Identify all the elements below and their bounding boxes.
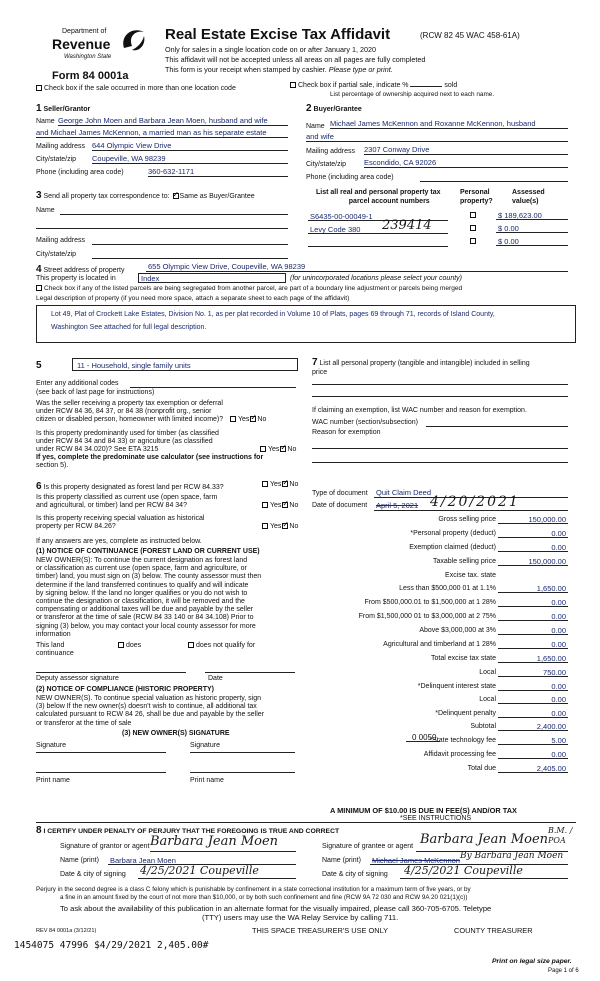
sec5-q1: Was the seller receiving a property tax exemption or deferral under RCW 84 36, 84 37, or 84 38 (nonprofit org., senior citizen or disabled person, homeowner with limited income)?	[36, 400, 224, 423]
seller-name-label: Name	[36, 118, 55, 125]
buyer-name-line2[interactable]: and wife	[306, 132, 334, 141]
tax-row-label: *Personal property (deduct)	[410, 530, 496, 537]
sec3-heading: 3 Send all property tax correspondence to: ✓ Same as Buyer/Grantee	[36, 190, 255, 201]
perjury-line1: Perjury in the second degree is a class C felony which is punishable by confinement in a state correctional institution for a maximum term of five years, or by	[36, 886, 471, 893]
new-owner-print-1[interactable]: Print name	[36, 777, 70, 784]
notice1-body	[36, 557, 261, 639]
deputy-date-label: Date	[208, 675, 223, 682]
grantor-name-label: Name (print)	[60, 857, 99, 864]
sec7-label: 7 List all personal property (tangible and intangible) included in selling price	[312, 357, 530, 376]
see-instructions: *SEE INSTRUCTIONS	[400, 815, 472, 822]
parcel-header-3: Assessed value(s)	[512, 189, 545, 205]
buyer-city[interactable]: Escondido, CA 92026	[364, 158, 437, 167]
tax-row-value[interactable]: 0.00	[551, 750, 566, 759]
grantor-name[interactable]: Barbara Jean Moen	[110, 856, 176, 865]
tax-row-label: Subtotal	[470, 723, 496, 730]
buyer-address[interactable]: 2307 Conway Drive	[364, 145, 430, 154]
tax-row-value[interactable]: 750.00	[543, 668, 566, 677]
property-location-note: (for unincorporated locations please select your county)	[290, 275, 462, 282]
sec6-q2-answer[interactable]: Yes✓ No	[262, 502, 298, 509]
notice2-title: (2) NOTICE OF COMPLIANCE (HISTORIC PROPERTY)	[36, 686, 214, 693]
form-rcw: (RCW 82 45 WAC 458-61A)	[420, 31, 520, 40]
buyer-name-label: Name	[306, 123, 325, 130]
seller-phone[interactable]: 360-632-1171	[148, 167, 195, 176]
notice2-line: (3) below If the new owner(s) doesn't wish to continue, all additional tax	[36, 703, 257, 711]
land-does-not-checkbox[interactable]: does not qualify for	[188, 642, 255, 649]
tax-row-label: Local	[479, 669, 496, 676]
tax-row-label: Taxable selling price	[432, 558, 496, 565]
doc-date-label: Date of document	[312, 502, 368, 509]
tax-row-value[interactable]: 0.00	[551, 612, 566, 621]
property-street-address[interactable]: 655 Olympic View Drive, Coupeville, WA 98239	[148, 262, 306, 271]
personal-property-checkbox-1[interactable]	[470, 212, 476, 218]
notice1-line: NEW OWNER(S): To continue the current designation as forest land	[36, 557, 248, 564]
form-number: Form 84 0001a	[52, 70, 129, 82]
form-title: Real Estate Excise Tax Affidavit	[165, 26, 391, 43]
tax-row-label: Excise tax. state	[445, 572, 496, 579]
doc-date-struck: April 5, 2021	[376, 501, 419, 510]
seller-city[interactable]: Coupeville, WA 98239	[92, 154, 166, 163]
cb-partial-sale[interactable]: Check box if partial sale, indicate % sold	[290, 82, 457, 89]
grantee-signature-label: Signature of grantee or agent	[322, 843, 414, 850]
seller-heading: 1 Seller/Grantor	[36, 103, 91, 114]
notice2-body	[36, 695, 264, 728]
land-does-checkbox[interactable]: does	[118, 642, 141, 649]
grantee-name-struck: Michael James McKennon	[372, 856, 460, 865]
legal-description-line2: Washington See attached for full legal description.	[51, 324, 207, 331]
tax-row-value[interactable]: 2,405.00	[536, 764, 566, 773]
partial-note: List percentage of ownership acquired next to each name.	[330, 91, 495, 98]
tax-row-value[interactable]: 0.00	[551, 682, 566, 691]
sec6-q2: Is this property classified as current use (open space, farm and agricultural, or timber) land per RCW 84 34?	[36, 494, 218, 509]
doc-type-label: Type of document	[312, 490, 368, 497]
tax-row-label: *State technology fee	[429, 737, 496, 744]
legal-paper-note: Print on legal size paper.	[492, 958, 572, 965]
same-as-buyer-checkbox[interactable]	[173, 193, 179, 199]
seller-name-line2[interactable]: and Michael James McKennon, a married man as his separate estate	[36, 128, 267, 137]
sec3-city-label: City/state/zip	[36, 251, 77, 258]
tax-row-label: Less than $500,000 01 at 1.1%	[399, 585, 496, 592]
tax-row-value[interactable]: 5.00	[551, 736, 566, 745]
parcel-number-2[interactable]: Levy Code 380	[310, 225, 361, 234]
buyer-city-label: City/state/zip	[306, 161, 347, 168]
sec5-number: 5	[36, 360, 42, 371]
assessed-value-3[interactable]: $ 0.00	[498, 237, 519, 246]
parcel-handwritten-number: 239414	[382, 218, 432, 233]
assessed-value-2[interactable]: $ 0.00	[498, 224, 519, 233]
assessed-value-1[interactable]: $ 189,623.00	[498, 211, 542, 220]
doc-type[interactable]: Quit Claim Deed	[376, 488, 432, 497]
wac-number-label: WAC number (section/subsection)	[312, 419, 418, 426]
notice1-title: (1) NOTICE OF CONTINUANCE (FOREST LAND OR CURRENT USE)	[36, 548, 260, 555]
tax-row-label: *Delinquent penalty	[435, 710, 496, 717]
access-line1: To ask about the availability of this publication in an alternate format for the visually impaired, please call 360-705-6705. Teletype	[60, 904, 492, 913]
grantee-name-handwritten[interactable]: By Barbara Jean Moen	[460, 851, 564, 861]
tax-row-value[interactable]: 0.00	[551, 626, 566, 635]
dept-line2: Revenue	[52, 36, 111, 52]
legal-description-line1: Lot 49, Plat of Crockett Lake Estates, Division No. 1, as per plat recorded in Volume 10 of Plats, pages 69 through 71, records of Island County,	[51, 311, 495, 318]
tax-row-label: Above $3,000,000 at 3%	[419, 627, 496, 634]
perjury-line2: a fine in an amount fixed by the court of not more than $10,000, or by both such confinement and fine (RCW 9A 72 030 and RCW 9A 20 021(1)(c))	[60, 894, 468, 901]
legal-description-label: Legal description of property (if you need more space, attach a separate sheet to each page of the affidavit)	[36, 295, 350, 302]
revenue-swoosh-icon	[118, 26, 148, 56]
sec6-q1-answer[interactable]: Yes✓ No	[262, 481, 298, 488]
tax-row-label: Gross selling price	[438, 516, 496, 523]
buyer-heading: 2 Buyer/Grantee	[306, 103, 362, 114]
sec4-address-label: 4 Street address of property	[36, 264, 125, 275]
tax-row-value[interactable]: 0.00	[551, 695, 566, 704]
notice1-line: determine if the land transferred continues to qualify and will indicate	[36, 581, 249, 589]
exemption-label: If claiming an exemption, list WAC number and reason for exemption.	[312, 407, 527, 414]
page-number: Page 1 of 6	[548, 968, 579, 974]
revision: REV 84 0001a (3/12/21)	[36, 928, 97, 934]
personal-property-checkbox-3[interactable]	[470, 238, 476, 244]
grantor-date[interactable]: 4/25/2021 Coupeville	[140, 864, 259, 877]
personal-property-checkbox-2[interactable]	[470, 225, 476, 231]
tax-row-value[interactable]: 0.00	[551, 640, 566, 649]
notice1-line: or classification as current use (open space, farm and agriculture, or	[36, 565, 247, 573]
property-location-select[interactable]: Index	[138, 273, 286, 283]
grantor-date-label: Date & city of signing	[60, 871, 126, 878]
property-location-label: This property is located in	[36, 275, 116, 282]
sec3-name-label: Name	[36, 207, 55, 214]
tax-row-label: Total due	[467, 765, 496, 772]
additional-codes-label: Enter any additional codes	[36, 380, 119, 387]
treasurer-stamp: 1454075 47996 $4/29/2021 2,405.00#	[14, 940, 209, 951]
access-line2: (TTY) users may use the WA Relay Service by calling 711.	[202, 913, 399, 922]
grantor-signature-label: Signature of grantor or agent	[60, 843, 150, 850]
header-line3: This form is your receipt when stamped by cashier. Please type or print.	[165, 65, 393, 74]
notice3-title: (3) NEW OWNER(S) SIGNATURE	[122, 730, 230, 737]
tax-row-value[interactable]: 150,000.00	[528, 557, 566, 566]
parcel-header-1: List all real and personal property tax parcel account numbers	[316, 189, 441, 205]
grantee-name-label: Name (print)	[322, 857, 361, 864]
sec6-q3-answer[interactable]: Yes✓ No	[262, 523, 298, 530]
notice1-line: continue the designation or classification, it will be removed and the	[36, 598, 245, 606]
minimum-due: A MINIMUM OF $10.00 IS DUE IN FEE(S) AND/OR TAX	[330, 806, 517, 815]
tax-row-value[interactable]: 0.00	[551, 598, 566, 607]
cb-segregated[interactable]: Check box if any of the listed parcels are being segregated from another parcel, are part of a boundary line adjustment or parcels being merged	[36, 285, 462, 292]
tax-row-value[interactable]: 1,650.00	[536, 654, 566, 663]
sec3-address-label: Mailing address	[36, 237, 86, 244]
sec5-q2: Is this property predominantly used for timber (as classified under RCW 84 34 and 84 33) or agriculture (as classified under RCW 84 34.020)? See ETA 3215 If yes, complete the predominate use calculator (see instructions for section 5).	[36, 430, 264, 469]
buyer-phone-label: Phone (including area code)	[306, 174, 394, 181]
tax-row-value[interactable]: 2,400.00	[536, 722, 566, 731]
grantee-date-label: Date & city of signing	[322, 871, 388, 878]
tax-row-value[interactable]: 0.00	[551, 709, 566, 718]
header-line2: This affidavit will not be accepted unless all areas on all pages are fully completed	[165, 55, 426, 64]
dept-line1: Department of	[62, 28, 107, 35]
notice1-line: information	[36, 630, 71, 638]
seller-address[interactable]: 644 Olympic View Drive	[92, 141, 172, 150]
dept-state: Washington State	[64, 54, 112, 60]
new-owner-signature-1[interactable]: Signature	[36, 742, 66, 749]
tax-row-label: Agricultural and timberland at 1 28%	[383, 641, 496, 648]
header-line1: Only for sales in a single location code on or after January 1, 2020	[165, 45, 376, 54]
sec6-q3: Is this property receiving special valuation as historical property per RCW 84.26?	[36, 515, 205, 530]
county-treasurer: COUNTY TREASURER	[454, 926, 533, 935]
cb-more-than-one-location[interactable]: Check box if the sale occurred in more than one location code	[36, 85, 236, 92]
certify-heading: 8 I CERTIFY UNDER PENALTY OF PERJURY THAT THE FOREGOING IS TRUE AND CORRECT	[36, 825, 340, 836]
buyer-name-line1[interactable]: Michael James McKennon and Roxanne McKennon, husband	[330, 119, 536, 128]
parcel-header-2: Personal property?	[460, 189, 493, 205]
notice1-line: by signing below. If the land no longer qualifies or you do not wish to	[36, 589, 248, 597]
notice1-line: compensating or additional taxes will be due and payable by the seller	[36, 606, 254, 614]
tax-row-label: *Delinquent interest state	[417, 683, 496, 690]
legal-description-box[interactable]	[36, 305, 576, 343]
notice1-line: or transferor at the time of sale (RCW 84 33 140 or 84 34.108) Prior to	[36, 614, 254, 622]
tax-row-label: Affidavit processing fee	[423, 751, 496, 758]
seller-phone-label: Phone (including area code)	[36, 169, 124, 176]
revenue-logo	[52, 26, 152, 68]
local-rate: 0 0050	[412, 733, 437, 742]
land-label: This land continuance	[36, 642, 74, 657]
sec6-q1: 6 Is this property designated as forest land per RCW 84.33?	[36, 481, 224, 492]
buyer-address-label: Mailing address	[306, 148, 356, 155]
sec5-q1-answer[interactable]: Yes✓ No	[230, 416, 266, 423]
treasurer-use: THIS SPACE TREASURER'S USE ONLY	[252, 926, 389, 935]
parcel-number-1[interactable]: S6435-00-00049-1	[310, 212, 373, 221]
notice2-line: or transferor at the time of sale	[36, 719, 132, 727]
property-use-select[interactable]: 11 - Household, single family units	[72, 358, 298, 371]
seller-name-line1[interactable]: George John Moen and Barbara Jean Moen, husband and wife	[58, 116, 268, 125]
seller-address-label: Mailing address	[36, 143, 86, 150]
tax-row-value[interactable]: 0.00	[551, 543, 566, 552]
tax-row-label: From $500,000.01 to $1,500,000 at 1 28%	[364, 599, 496, 606]
sec5-q2-answer[interactable]: Yes✓ No	[260, 446, 296, 453]
notice2-line: NEW OWNER(S). To continue special valuation as historic property, sign	[36, 695, 261, 702]
tax-row-label: Total excise tax state	[431, 655, 496, 662]
notice2-line: calculated pursuant to RCW 84 26, shall be due and payable by the seller	[36, 711, 265, 719]
tax-row-label: Exemption claimed (deduct)	[409, 544, 496, 551]
new-owner-signature-2[interactable]: Signature	[190, 742, 220, 749]
grantee-date[interactable]: 4/25/2021 Coupeville	[404, 864, 523, 877]
tax-row-label: Local	[479, 696, 496, 703]
additional-codes-note: (see back of last page for instructions)	[36, 389, 155, 396]
tax-row-value[interactable]: 1,650.00	[536, 584, 566, 593]
sec6-q4: If any answers are yes, complete as instructed below.	[36, 538, 202, 545]
tax-row-value[interactable]: 0.00	[551, 529, 566, 538]
deputy-signature-label: Deputy assessor signature	[36, 675, 119, 682]
tax-row-label: From $1,500,000 01 to $3,000,000 at 2 75%	[358, 613, 496, 620]
grantor-signature[interactable]: Barbara Jean Moen	[150, 834, 279, 849]
doc-date-handwritten: 4/20/2021	[430, 494, 520, 510]
notice1-line: signing (3) below, you may contact your local county assessor for more	[36, 622, 256, 630]
new-owner-print-2[interactable]: Print name	[190, 777, 224, 784]
poa-initials: B.M. / POA	[548, 826, 573, 845]
exemption-reason-label: Reason for exemption	[312, 429, 381, 436]
notice1-line: timber) land, you must sign on (3) below. The county assessor must then	[36, 573, 262, 581]
seller-city-label: City/state/zip	[36, 156, 77, 163]
grantee-signature[interactable]: Barbara Jean Moen	[420, 832, 549, 847]
tax-row-value[interactable]: 150,000.00	[528, 515, 566, 524]
